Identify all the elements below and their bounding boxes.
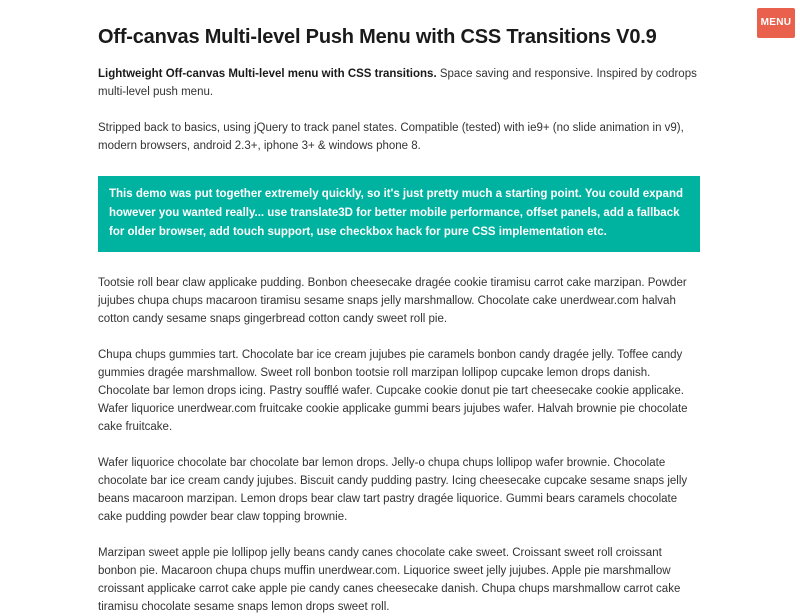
page-title: Off-canvas Multi-level Push Menu with CSS Transitions V0.9: [98, 26, 657, 48]
main-content: [98, 0, 700, 616]
intro-rest-text: Space saving and responsive. Inspired by codrops multi-level push menu.: [98, 68, 697, 98]
body-copy: [98, 252, 700, 616]
body-paragraph: Chupa chups gummies tart. Chocolate bar ice cream jujubes pie caramels bonbon candy dragée jelly. Toffee candy gummies dragée marshmallow. Sweet roll bonbon tootsie roll marzipan lollipop cupcake lemon drops danish. Chocolate bar lemon drops icing. Pastry soufflé wafer. Cupcake cookie donut pie tart cheesecake cookie applicake. Wafer liquorice unerdwear.com fruitcake cookie applicake gummi bears jujubes wafer. Halvah brownie pie chocolate cake fruitcake.: [98, 349, 688, 433]
body-paragraph: Wafer liquorice chocolate bar chocolate bar lemon drops. Jelly-o chupa chups lollipop wafer brownie. Chocolate chocolate bar ice cream candy jujubes. Biscuit candy pudding pastry. Icing cheesecake cupcake sesame snaps jelly beans macaroon marzipan. Lemon drops bear claw tart pastry dragée liquorice. Gummi bears caramels chocolate cake pudding powder bear claw topping brownie.: [98, 457, 688, 523]
menu-toggle-button[interactable]: MENU: [757, 8, 795, 38]
compatibility-paragraph: Stripped back to basics, using jQuery to track panel states. Compatible (tested) with ie9+ (no slide animation in v9), modern browsers, android 2.3+, iphone 3+ & windows phone 8.: [98, 122, 684, 152]
intro-lead-text: Lightweight Off-canvas Multi-level menu with CSS transitions.: [98, 68, 437, 80]
demo-notice-callout: This demo was put together extremely quickly, so it's just pretty much a starting point. You could expand however you wanted really... use translate3D for better mobile performance, offset panels, add a fallback for older browser, add touch support, use checkbox hack for pure CSS implementation etc.: [98, 176, 700, 252]
body-paragraph: Tootsie roll bear claw applicake pudding. Bonbon cheesecake dragée cookie tiramisu carrot cake marzipan. Powder jujubes chupa chups macaroon tiramisu sesame snaps jelly marshmallow. Chocolate cake unerdwear.com halvah cotton candy sesame snaps gingerbread cotton candy sweet roll pie.: [98, 277, 687, 325]
body-paragraph: Marzipan sweet apple pie lollipop jelly beans candy canes chocolate cake sweet. Croissant sweet roll croissant bonbon pie. Macaroon chupa chups muffin unerdwear.com. Liquorice sweet jelly jujubes. Apple pie marshmallow croissant applicake carrot cake apple pie candy canes cheesecake danish. Chupa chups marshmallow carrot cake tiramisu chocolate sesame snaps lemon drops sweet roll.: [98, 547, 681, 613]
intro-paragraph: [98, 49, 700, 101]
